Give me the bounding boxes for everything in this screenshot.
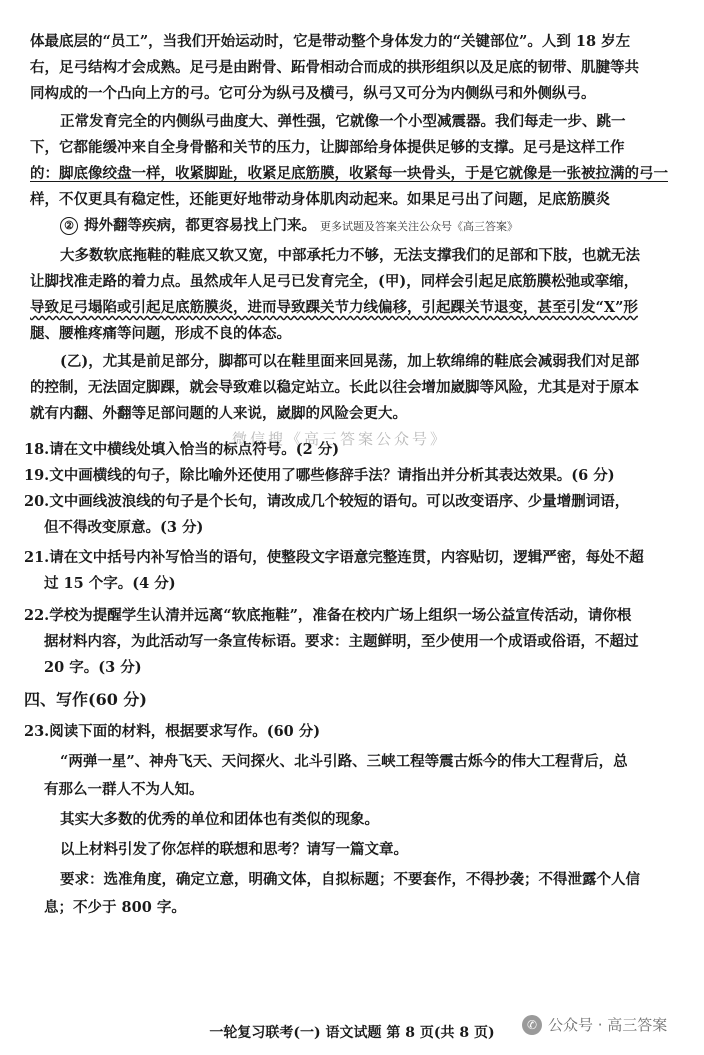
wavy-sentence: 导致足弓塌陷或引起足底筋膜炎，进而导致踝关节力线偏移，引起踝关节退变，甚至引发“X”形 xyxy=(30,299,638,316)
blank-marker: ② xyxy=(60,217,78,235)
passage-line: 的控制，无法固定脚踝，就会导致难以稳定站立。长此以往会增加崴脚等风险，尤其是对于原本 xyxy=(30,379,639,396)
passage-line: 大多数软底拖鞋的鞋底又软又宽，中部承托力不够，无法支撑我们的足部和下肢，也就无法 xyxy=(60,247,640,264)
passage-line: 同构成的一个凸向上方的弓。它可分为纵弓及横弓，纵弓又可分为内侧纵弓和外侧纵弓。 xyxy=(30,85,596,102)
question-22-cont: 据材料内容，为此活动写一条宣传标语。要求：主题鲜明，至少使用一个成语或俗语，不超过 xyxy=(44,633,639,650)
passage-line xyxy=(30,298,686,318)
passage-line: 正常发育完全的内侧纵弓曲度大、弹性强，它就像一个小型减震器。我们每走一步、跳一 xyxy=(60,113,626,130)
material-line: 要求：选准角度，确定立意，明确文体，自拟标题；不要套作，不得抄袭；不得泄露个人信 xyxy=(60,871,640,888)
promo-note: 更多试题及答案关注公众号《高三答案》 xyxy=(320,220,518,233)
material-line: “两弹一星”、神舟飞天、天问探火、北斗引路、三峡工程等震古烁今的伟大工程背后，总 xyxy=(60,753,628,770)
passage-line: 让脚找准走路的着力点。虽然成年人足弓已发育完全，(甲)，同样会引起足底筋膜松弛或挛缩， xyxy=(30,273,639,290)
passage-line: 腿、腰椎疼痛等问题，形成不良的体态。 xyxy=(30,325,291,342)
passage-line: 下，它都能缓冲来自全身骨骼和关节的压力，让脚部给身体提供足够的支撑。足弓是这样工作 xyxy=(30,139,625,156)
passage-line: 样，不仅更具有稳定性，还能更好地带动身体肌肉动起来。如果足弓出了问题，足底筋膜炎 xyxy=(30,191,610,208)
material-line: 以上材料引发了你怎样的联想和思考？请写一篇文章。 xyxy=(60,841,408,858)
wechat-icon: ✆ xyxy=(522,1015,542,1035)
underlined-sentence: 的：脚底像绞盘一样，收紧脚趾，收紧足底筋膜，收紧每一块骨头，于是它就像是一张被拉满的弓一 xyxy=(30,165,668,182)
passage-line: 就有内翻、外翻等足部问题的人来说，崴脚的风险会更大。 xyxy=(30,405,407,422)
passage-line: 体最底层的“员工”，当我们开始运动时，它是带动整个身体发力的“关键部位”。人到 18 岁左 xyxy=(30,33,631,50)
passage-text: 拇外翻等疾病，都更容易找上门来。 xyxy=(84,217,316,234)
passage-line: (乙)，尤其是前足部分，脚都可以在鞋里面来回晃荡，加上软绵绵的鞋底会减弱我们对足部 xyxy=(60,353,640,370)
account-badge xyxy=(522,1014,667,1035)
section-heading: 四、写作(60 分) xyxy=(24,690,147,709)
question-19: 19.文中画横线的句子，除比喻外还使用了哪些修辞手法？请指出并分析其表达效果。(6 分) xyxy=(24,467,615,484)
account-label: 公众号 · 高三答案 xyxy=(548,1016,668,1034)
question-21: 21.请在文中括号内补写恰当的语句，使整段文字语意完整连贯，内容贴切，逻辑严密，每处不超 xyxy=(24,549,644,566)
question-23: 23.阅读下面的材料，根据要求写作。(60 分) xyxy=(24,723,321,740)
question-21-cont: 过 15 个字。(4 分) xyxy=(44,575,176,592)
question-22: 22.学校为提醒学生认清并远离“软底拖鞋”，准备在校内广场上组织一场公益宣传活动，请你根 xyxy=(24,607,632,624)
passage-line xyxy=(30,164,686,184)
question-20-cont: 但不得改变原意。(3 分) xyxy=(44,519,204,536)
watermark: 微信搜《高三答案公众号》 xyxy=(232,430,449,448)
material-line: 其实大多数的优秀的单位和团体也有类似的现象。 xyxy=(60,811,379,828)
passage-line xyxy=(60,216,686,237)
material-line: 有那么一群人不为人知。 xyxy=(44,781,204,798)
page-footer: 一轮复习联考(一) 语文试题 第 8 页(共 8 页) xyxy=(209,1025,495,1041)
passage-line: 右，足弓结构才会成熟。足弓是由跗骨、跖骨相动合而成的拱形组织以及足底的韧带、肌腱等共 xyxy=(30,59,639,76)
material-line: 息；不少于 800 字。 xyxy=(44,899,186,916)
question-20: 20.文中画线波浪线的句子是个长句，请改成几个较短的语句。可以改变语序、少量增删词语， xyxy=(24,493,630,510)
question-18: 18.请在文中横线处填入恰当的标点符号。(2 分) xyxy=(24,441,340,458)
question-22-cont: 20 字。(3 分) xyxy=(44,659,142,676)
